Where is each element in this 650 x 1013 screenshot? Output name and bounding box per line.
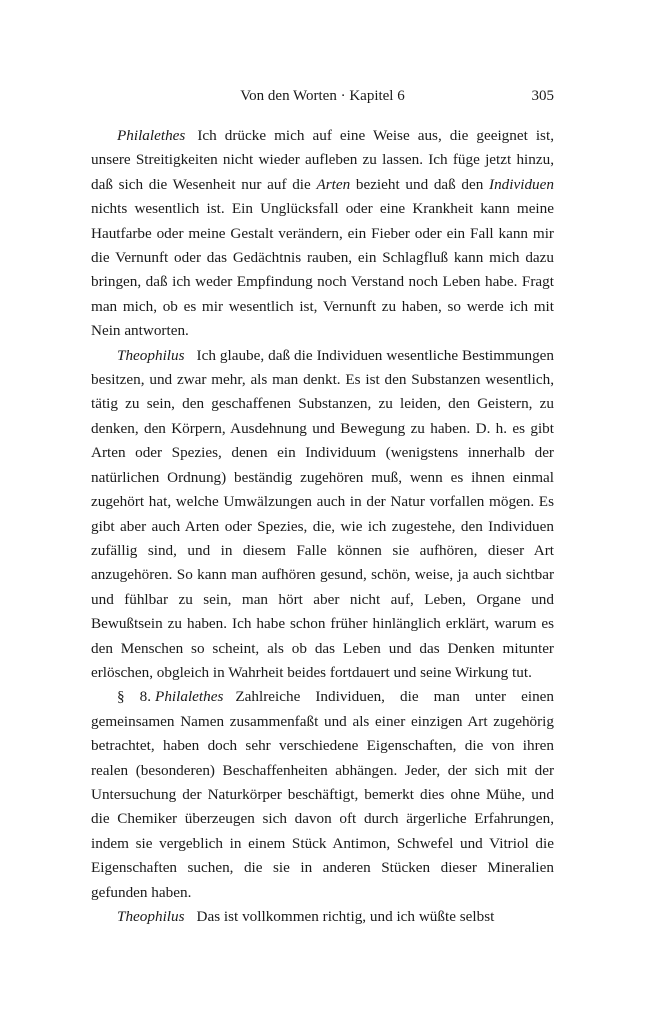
book-page bbox=[91, 88, 554, 929]
paragraph-text: nichts wesentlich ist. Ein Unglücksfall oder eine Krankheit kann meine Hautfarbe oder meine Gestalt verändern, ein Fieber oder ein Fall kann mir die Vernunft oder das Gedächtnis rauben, ein Schlagfluß kann mich dazu bringen, daß ich weder Empfindung noch Verstand noch Leben habe. Fragt man mich, ob es mir wesentlich ist, Vernunft zu haben, so werde ich mit Nein antworten. bbox=[91, 200, 554, 340]
paragraph-text: bezieht und daß den bbox=[350, 175, 490, 193]
running-head-title: Von den Worten · Kapitel 6 bbox=[240, 88, 405, 104]
paragraph-theophilus-2 bbox=[91, 905, 554, 929]
running-head bbox=[91, 88, 554, 110]
paragraph-text: Das ist vollkommen richtig, und ich wüßte selbst bbox=[196, 908, 495, 925]
paragraph-philalethes-2 bbox=[91, 685, 554, 905]
paragraph-text: Zahlreiche Individuen, die man unter einen gemeinsamen Namen zusammenfaßt und als einer einzigen Art zugehörig betrachtet, haben doch sehr verschiedene Eigenschaften, die von ihren realen (besonderen) Beschaffenheiten abhängen. Jeder, der sich mit der Untersuchung der Naturkörper beschäftigt, bemerkt dies ohne Mühe, und die Chemiker überzeugen sich davon oft durch ärgerliche Erfahrungen, indem sie vergeblich in einem Stück Antimon, Schwefel und Vitriol die Eigenschaften suchen, die sie in anderen Stücken dieser Mineralien gefunden haben. bbox=[91, 688, 554, 901]
speaker-name: Philalethes bbox=[155, 688, 224, 706]
speaker-name: Philalethes bbox=[117, 127, 186, 144]
paragraph-text: Ich glaube, daß die Individuen wesentliche Bestimmungen besitzen, und zwar mehr, als man denkt. Es ist den Substanzen wesentlich, tätig zu sein, den geschaffenen Substanzen, zu leiden, den Geistern, zu denken, den Körpern, Ausdehnung und Bewegung zu haben. D. h. es gibt Arten oder Spezies, denen ein Individuum (wenigstens innerhalb der natürlichen Ordnung) beständig zugehören muß, wenn es ihnen einmal zugehört hat, welche Umwälzungen auch in der Natur vorfallen mögen. Es gibt aber auch Arten oder Spezies, die, wie ich zugestehe, den Individuen zufällig sind, und in diesem Falle können sie aufhören, dieser Art anzugehören. So kann man aufhören gesund, schön, weise, ja auch sichtbar und fühlbar zu sein, man hört aber nicht auf, Leben, Organe und Bewußtsein zu haben. Ich habe schon früher hinlänglich erklärt, warum es den Menschen so scheint, als ob das Leben und das Denken mitunter erlöschen, obgleich in Wahrheit beides fortdauert und seine Wirkung tut. bbox=[91, 346, 554, 681]
emphasis-text: Individuen bbox=[489, 175, 554, 193]
emphasis-text: Arten bbox=[316, 175, 351, 193]
section-number: § 8. bbox=[117, 688, 152, 706]
page-number: 305 bbox=[531, 88, 554, 104]
body-text bbox=[91, 124, 554, 929]
speaker-name: Theophilus bbox=[117, 346, 185, 364]
paragraph-philalethes-1 bbox=[91, 124, 554, 344]
paragraph-theophilus-1 bbox=[91, 344, 554, 686]
paragraph-text: Ich drücke mich auf eine Weise aus, die geeignet ist, unsere Streitigkeiten nicht wieder aufleben zu lassen. Ich füge jetzt hinzu, daß sich die Wesenheit nur auf die bbox=[91, 127, 554, 193]
speaker-name: Theophilus bbox=[117, 908, 185, 925]
